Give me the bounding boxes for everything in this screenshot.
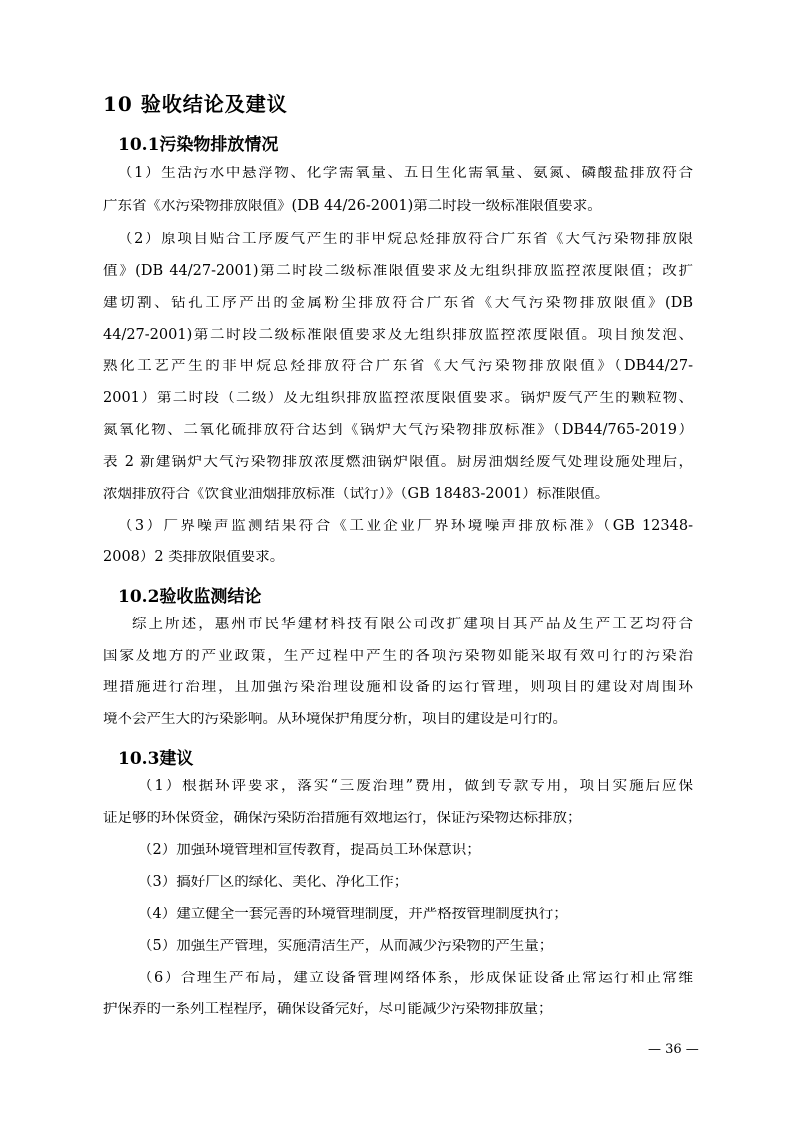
- paragraph-line: 理措施进行治理，且加强污染治理设施和设备的运行管理，则项目的建设对周围环: [103, 680, 693, 695]
- paragraph-line: 表 2 新建锅炉大气污染物排放浓度燃油锅炉限值。厨房油烟经废气处理设施处理后，: [103, 455, 693, 470]
- paragraph-line: 熟化工艺产生的非甲烷总烃排放符合广东省《大气污染物排放限值》（DB44/27-: [103, 359, 693, 374]
- paragraph-line: （4）建立健全一套完善的环境管理制度，并严格按管理制度执行；: [138, 907, 568, 922]
- paragraph-line: 2001）第二时段（二级）及无组织排放监控浓度限值要求。锅炉废气产生的颗粒物、: [103, 391, 693, 406]
- paragraph-line: （1）生活污水中悬浮物、化学需氧量、五日生化需氧量、氨氮、磷酸盐排放符合: [118, 166, 693, 181]
- paragraph-line: 值》(DB 44/27-2001)第二时段二级标准限值要求及无组织排放监控浓度限值；改扩: [103, 264, 693, 279]
- paragraph-line: 护保养的一系列工程程序，确保设备完好，尽可能减少污染物排放量；: [103, 1002, 553, 1017]
- paragraph-line: 广东省《水污染物排放限值》(DB 44/26-2001)第二时段一级标准限值要求。: [103, 199, 602, 214]
- paragraph-line: （6）合理生产布局，建立设备管理网络体系，形成保证设备正常运行和正常维: [138, 971, 693, 986]
- section-heading-10-1: 10.1污染物排放情况: [118, 135, 279, 155]
- page-number: — 36 —: [648, 1042, 699, 1057]
- paragraph-line: （3）搞好厂区的绿化、美化、净化工作；: [138, 875, 409, 890]
- paragraph-line: 浓烟排放符合《饮食业油烟排放标准（试行）》（GB 18483-2001）标准限值。: [103, 487, 610, 502]
- paragraph-line: 2008）2 类排放限值要求。: [103, 550, 285, 565]
- paragraph-line: 境不会产生大的污染影响。从环境保护角度分析，项目的建设是可行的。: [103, 712, 567, 727]
- paragraph-line: （3）厂界噪声监测结果符合《工业企业厂界环境噪声排放标准》（GB 12348-: [118, 519, 693, 534]
- section-heading-10-2: 10.2验收监测结论: [118, 587, 262, 607]
- paragraph-line: 国家及地方的产业政策，生产过程中产生的各项污染物如能采取有效可行的污染治: [103, 649, 693, 664]
- paragraph-line: 建切割、钻孔工序产出的金属粉尘排放符合广东省《大气污染物排放限值》(DB: [103, 296, 693, 311]
- chapter-title: 10 验收结论及建议: [103, 92, 288, 116]
- paragraph-line: 综上所述，惠州市民华建材科技有限公司改扩建项目其产品及生产工艺均符合: [132, 617, 693, 632]
- paragraph-line: 氮氧化物、二氧化硫排放符合达到《锅炉大气污染物排放标准》（DB44/765-2019）: [103, 423, 693, 438]
- paragraph-line: （2）原项目贴合工序废气产生的非甲烷总烃排放符合广东省《大气污染物排放限: [118, 232, 693, 247]
- paragraph-line: 证足够的环保资金，确保污染防治措施有效地运行，保证污染物达标排放；: [103, 811, 582, 826]
- paragraph-line: （5）加强生产管理，实施清洁生产，从而减少污染物的产生量；: [138, 939, 554, 954]
- section-heading-10-3: 10.3建议: [118, 749, 194, 769]
- paragraph-line: （2）加强环境管理和宣传教育，提高员工环保意识；: [138, 843, 481, 858]
- paragraph-line: （1）根据环评要求，落实“三废治理”费用，做到专款专用，项目实施后应保: [138, 779, 693, 794]
- paragraph-line: 44/27-2001)第二时段二级标准限值要求及无组织排放监控浓度限值。项目预发泡、: [103, 328, 693, 343]
